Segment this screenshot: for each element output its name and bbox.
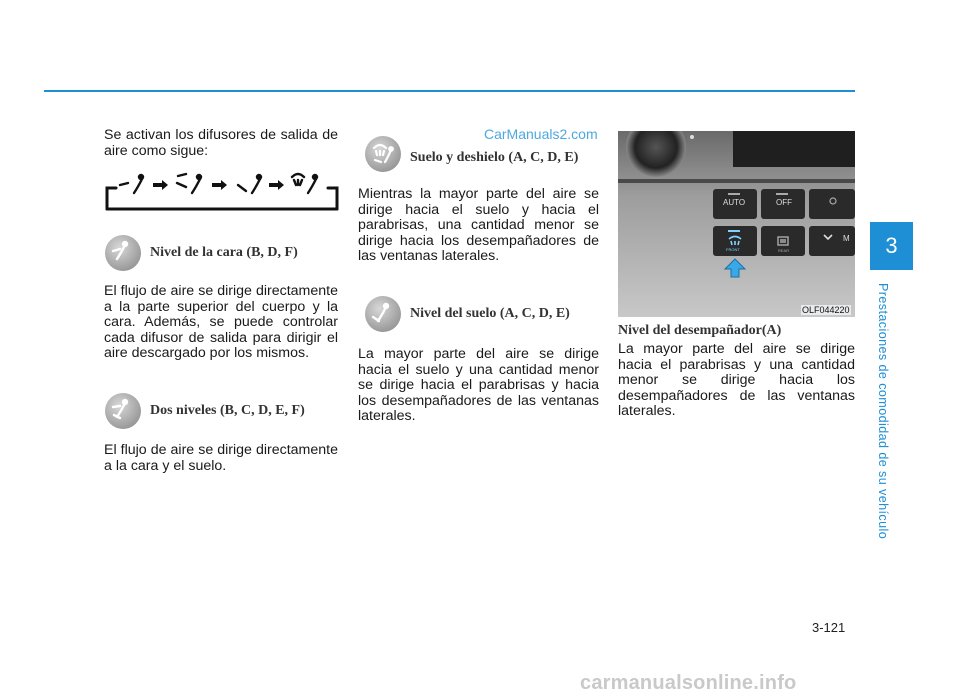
floor-defrost-text: Mientras la mayor parte del aire se dirige hacia el suelo y hacia el parabrisas, una cantidad menor se dirige hacia los desempañadores de las ventanas laterales.: [358, 186, 599, 265]
page-number: 3-121: [812, 620, 846, 635]
panel-auto-label: AUTO: [723, 198, 746, 207]
face-level-icon: [105, 235, 141, 271]
defrost-title: Nivel del desempañador(A): [618, 323, 782, 338]
defrost-text: La mayor parte del aire se dirige hacia el parabrisas y una cantidad menor se dirige hacia los desempañadores de las ventanas laterales.: [618, 341, 855, 420]
bilevel-icon: [105, 393, 141, 429]
floor-level-icon: [365, 296, 401, 332]
panel-rear-label: REAR: [778, 248, 790, 253]
watermark: CarManuals2.com: [484, 126, 598, 142]
floor-level-text: La mayor parte del aire se dirige hacia el suelo y una cantidad menor se dirige hacia el parabrisas y hacia los desempañadores de las ventanas laterales.: [358, 346, 599, 425]
top-rule: [44, 90, 855, 92]
mode-sequence-diagram: [104, 171, 340, 213]
floor-level-title: Nivel del suelo (A, C, D, E): [410, 306, 570, 321]
panel-mode-label: M: [843, 234, 850, 243]
photo-code: OLF044220: [802, 305, 850, 315]
face-level-title: Nivel de la cara (B, D, F): [150, 245, 298, 260]
site-watermark: carmanualsonline.info: [580, 672, 797, 694]
panel-off-label: OFF: [776, 198, 792, 207]
chapter-label: Prestaciones de comodidad de su vehículo: [876, 283, 890, 540]
panel-front-label: FRONT: [726, 247, 740, 252]
floor-defrost-title: Suelo y deshielo (A, C, D, E): [410, 150, 579, 165]
chapter-tab: 3: [870, 222, 913, 270]
intro-text: Se activan los difusores de salida de aire como sigue:: [104, 127, 338, 159]
floor-defrost-icon: [365, 136, 401, 172]
climate-panel-photo: [618, 131, 855, 317]
bilevel-text: El flujo de aire se dirige directamente a la cara y el suelo.: [104, 442, 338, 474]
face-level-text: El flujo de aire se dirige directamente a la parte superior del cuerpo y la cara. Además, se puede controlar cada difusor de salida para dirigir el aire descargado por los mismos.: [104, 283, 338, 362]
bilevel-title: Dos niveles (B, C, D, E, F): [150, 403, 305, 418]
